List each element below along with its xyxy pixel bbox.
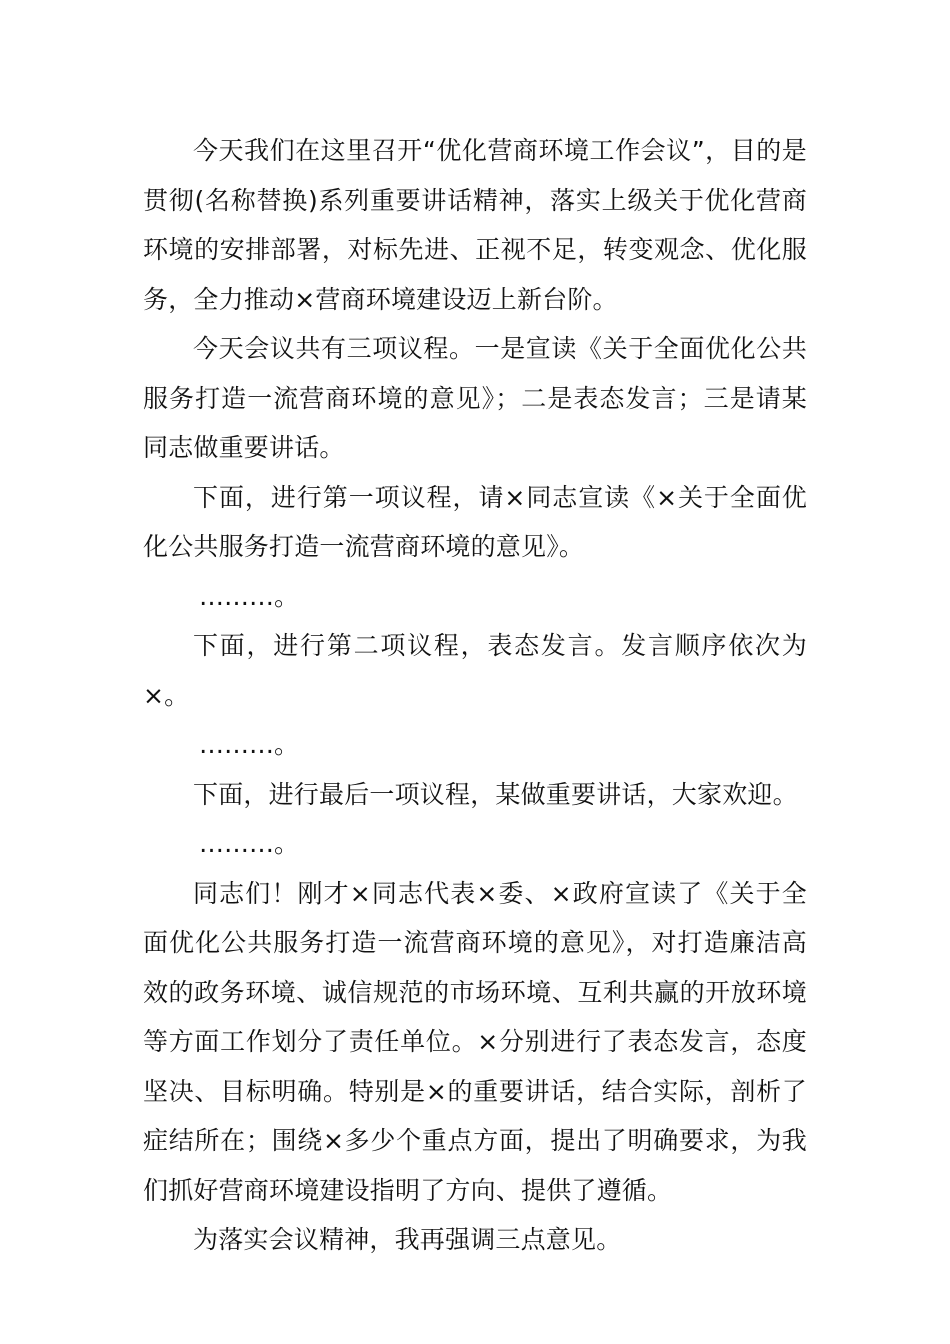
document-body (143, 126, 807, 1265)
paragraph-agenda: 今天会议共有三项议程。一是宣读《关于全面优化公共服务打造一流营商环境的意见》；二是表态发言；三是请某同志做重要讲话。 (143, 334, 807, 462)
paragraph-agenda-item-1: 下面，进行第一项议程，请×同志宣读《×关于全面优化公共服务打造一流营商环境的意见》。 (143, 482, 807, 561)
ellipsis-line-3: ………。 (199, 829, 300, 858)
paragraph-summary: 同志们！刚才×同志代表×委、×政府宣读了《关于全面优化公共服务打造一流营商环境的意见》，对打造廉洁高效的政务环境、诚信规范的市场环境、互利共赢的开放环境等方面工作划分了责任单位。×分别进行了表态发言，态度坚决、目标明确。特别是×的重要讲话，结合实际，剖析了症结所在；围绕×多少个重点方面，提出了明确要求，为我们抓好营商环境建设指明了方向、提供了遵循。 (143, 878, 807, 1205)
ellipsis-line-1: ………。 (199, 581, 300, 611)
paragraph-closing: 为落实会议精神，我再强调三点意见。 (193, 1225, 622, 1254)
paragraph-agenda-item-3: 下面，进行最后一项议程，某做重要讲话，大家欢迎。 (193, 779, 798, 809)
paragraph-agenda-item-2: 下面，进行第二项议程，表态发言。发言顺序依次为×。 (143, 631, 807, 710)
ellipsis-line-2: ………。 (199, 730, 300, 759)
paragraph-opening: 今天我们在这里召开“优化营商环境工作会议”，目的是贯彻(名称替换)系列重要讲话精神，落实上级关于优化营商环境的安排部署，对标先进、正视不足，转变观念、优化服务，全力推动×营商环境建设迈上新台阶。 (143, 136, 807, 314)
